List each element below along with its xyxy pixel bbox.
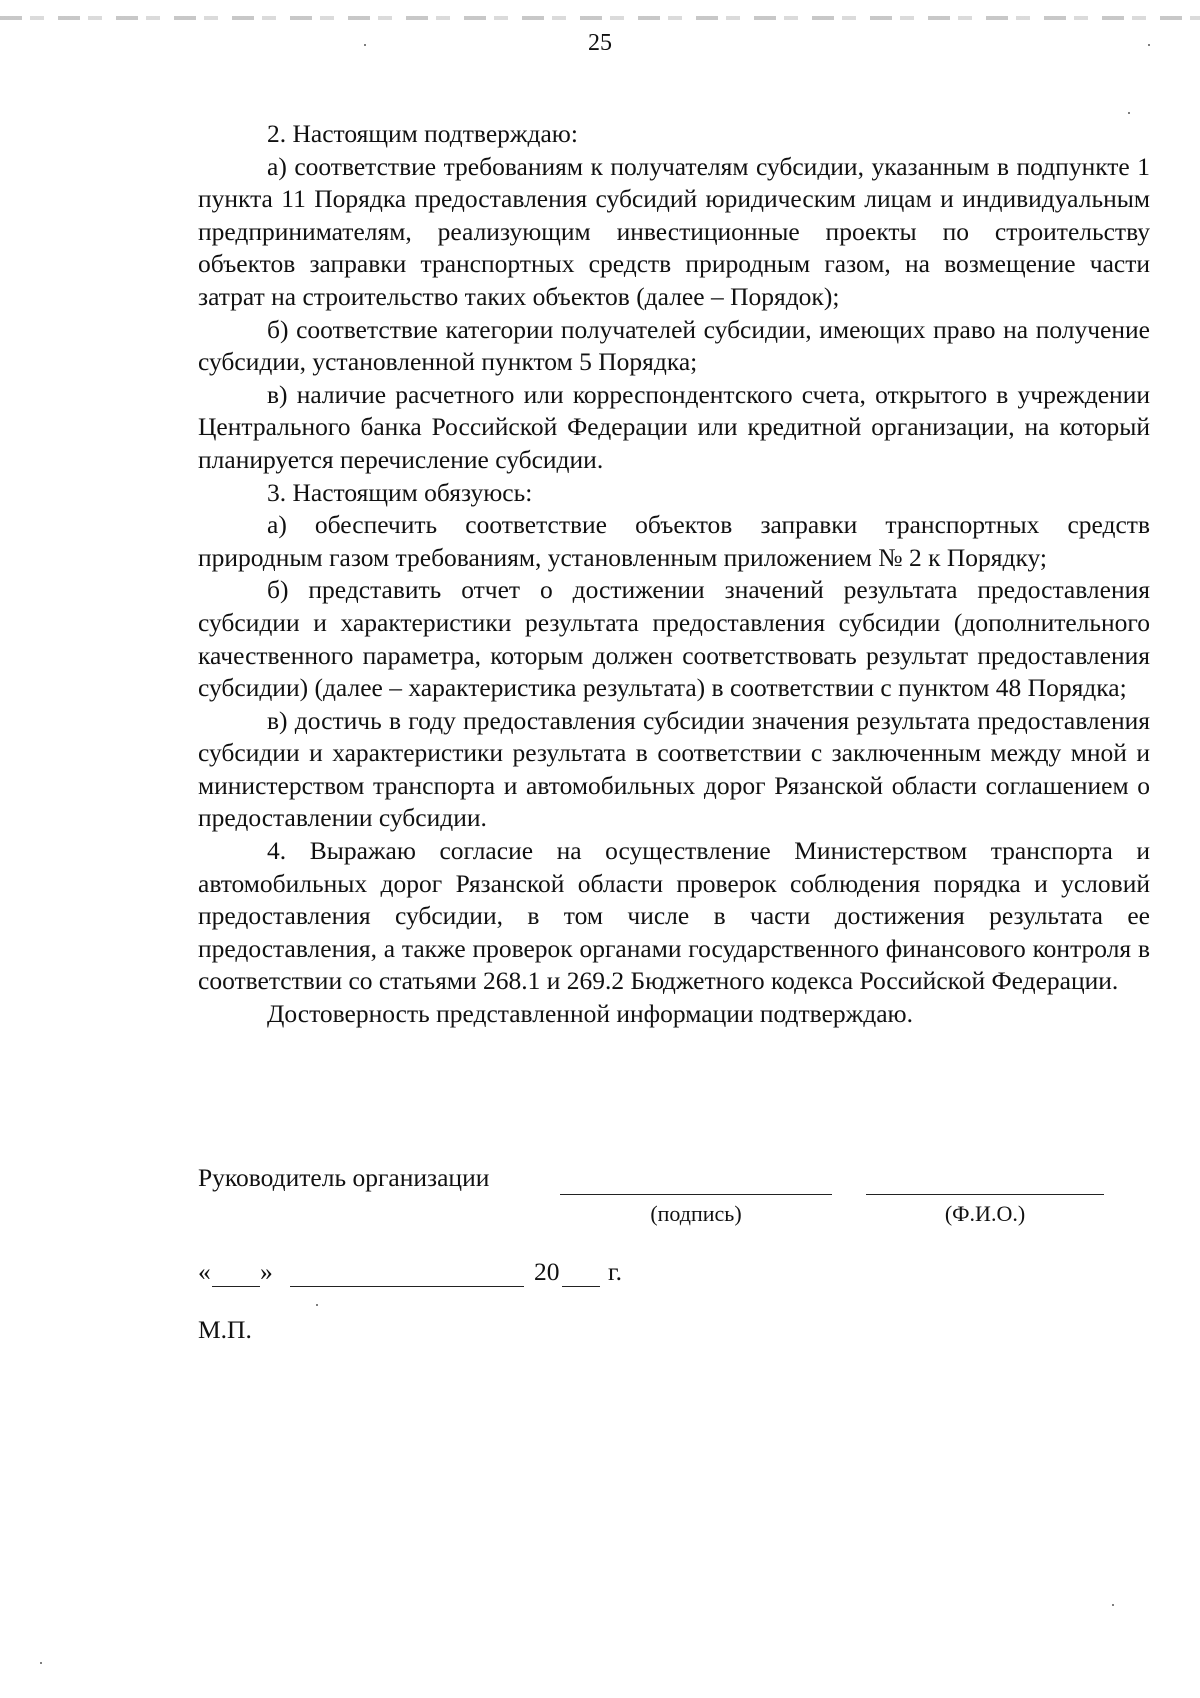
page-number: 25: [588, 30, 612, 56]
paragraph-confirm-b: б) соответствие категории получателей субсидии, имеющих право на получение субсидии, установленной пунктом 5 Порядка;: [198, 314, 1150, 377]
scan-speck: [40, 1662, 42, 1664]
paragraph-confirm-c: в) наличие расчетного или корреспондентского счета, открытого в учреждении Центрального банка Российской Федерации или кредитной организации, на который планируется перечисление субсидии.: [198, 379, 1150, 474]
scan-speck: [316, 1304, 318, 1306]
name-line: [866, 1194, 1104, 1195]
paragraph-oblige-a: а) обеспечить соответствие объектов заправки транспортных средств природным газом требованиям, установленным приложением № 2 к Порядку;: [198, 510, 1150, 572]
year-suffix: г.: [608, 1257, 622, 1286]
date-close-quote: »: [260, 1257, 273, 1286]
scan-edge-artifact: [0, 16, 1200, 20]
year-prefix: 20: [534, 1257, 560, 1286]
date-line: [198, 1256, 798, 1296]
document-body: [198, 118, 1150, 1031]
date-open-quote: «: [198, 1257, 211, 1286]
scan-speck: [1112, 1604, 1114, 1606]
paragraph-confirm-a: а) соответствие требованиям к получателям субсидии, указанным в подпункте 1 пункта 11 Порядка предоставления субсидий юридическим лицам и индивидуальным предпринимателям, реализующим инвестиционные проекты по строительству объектов заправки транспортных средств природным газом, на возмещение части затрат на строительство таких объектов (далее – Порядок);: [198, 151, 1150, 311]
paragraph-confirm-heading: 2. Настоящим подтверждаю:: [267, 119, 578, 148]
paragraph-oblige-c: в) достичь в году предоставления субсидии значения результата предоставления субсидии и характеристики результата в соответствии с заключенным между мной и министерством транспорта и автомобильных дорог Рязанской области соглашением о предоставлении субсидии.: [198, 705, 1150, 833]
signature-block: [198, 1162, 1178, 1242]
month-blank: [290, 1286, 524, 1287]
signature-line: [560, 1194, 832, 1195]
paragraph-attestation: Достоверность представленной информации подтверждаю.: [267, 999, 913, 1029]
paragraph-oblige-heading: 3. Настоящим обязуюсь:: [267, 477, 533, 507]
name-caption: (Ф.И.О.): [944, 1201, 1026, 1226]
stamp-place-label: М.П.: [198, 1315, 252, 1344]
scan-speck: [364, 44, 366, 46]
scan-speck: [1128, 112, 1130, 114]
paragraph-oblige-b: б) представить отчет о достижении значений результата предоставления субсидии и характеристики результата предоставления субсидии (дополнительного качественного параметра, которым должен соответствовать результат предоставления субсидии) (далее – характеристика результата) в соответствии с пунктом 48 Порядка;: [198, 575, 1150, 703]
signature-caption: (подпись): [650, 1201, 742, 1226]
day-blank: [212, 1286, 260, 1287]
year-blank: [562, 1286, 600, 1287]
signer-label: Руководитель организации: [198, 1163, 490, 1192]
scan-speck: [1148, 44, 1150, 46]
paragraph-consent: 4. Выражаю согласие на осуществление Министерством транспорта и автомобильных дорог Рязанской области проверок соблюдения порядка и условий предоставления субсидии, в том числе в части достижения результата ее предоставления, а также проверок органами государственного финансового контроля в соответствии со статьями 268.1 и 269.2 Бюджетного кодекса Российской Федерации.: [198, 836, 1150, 996]
